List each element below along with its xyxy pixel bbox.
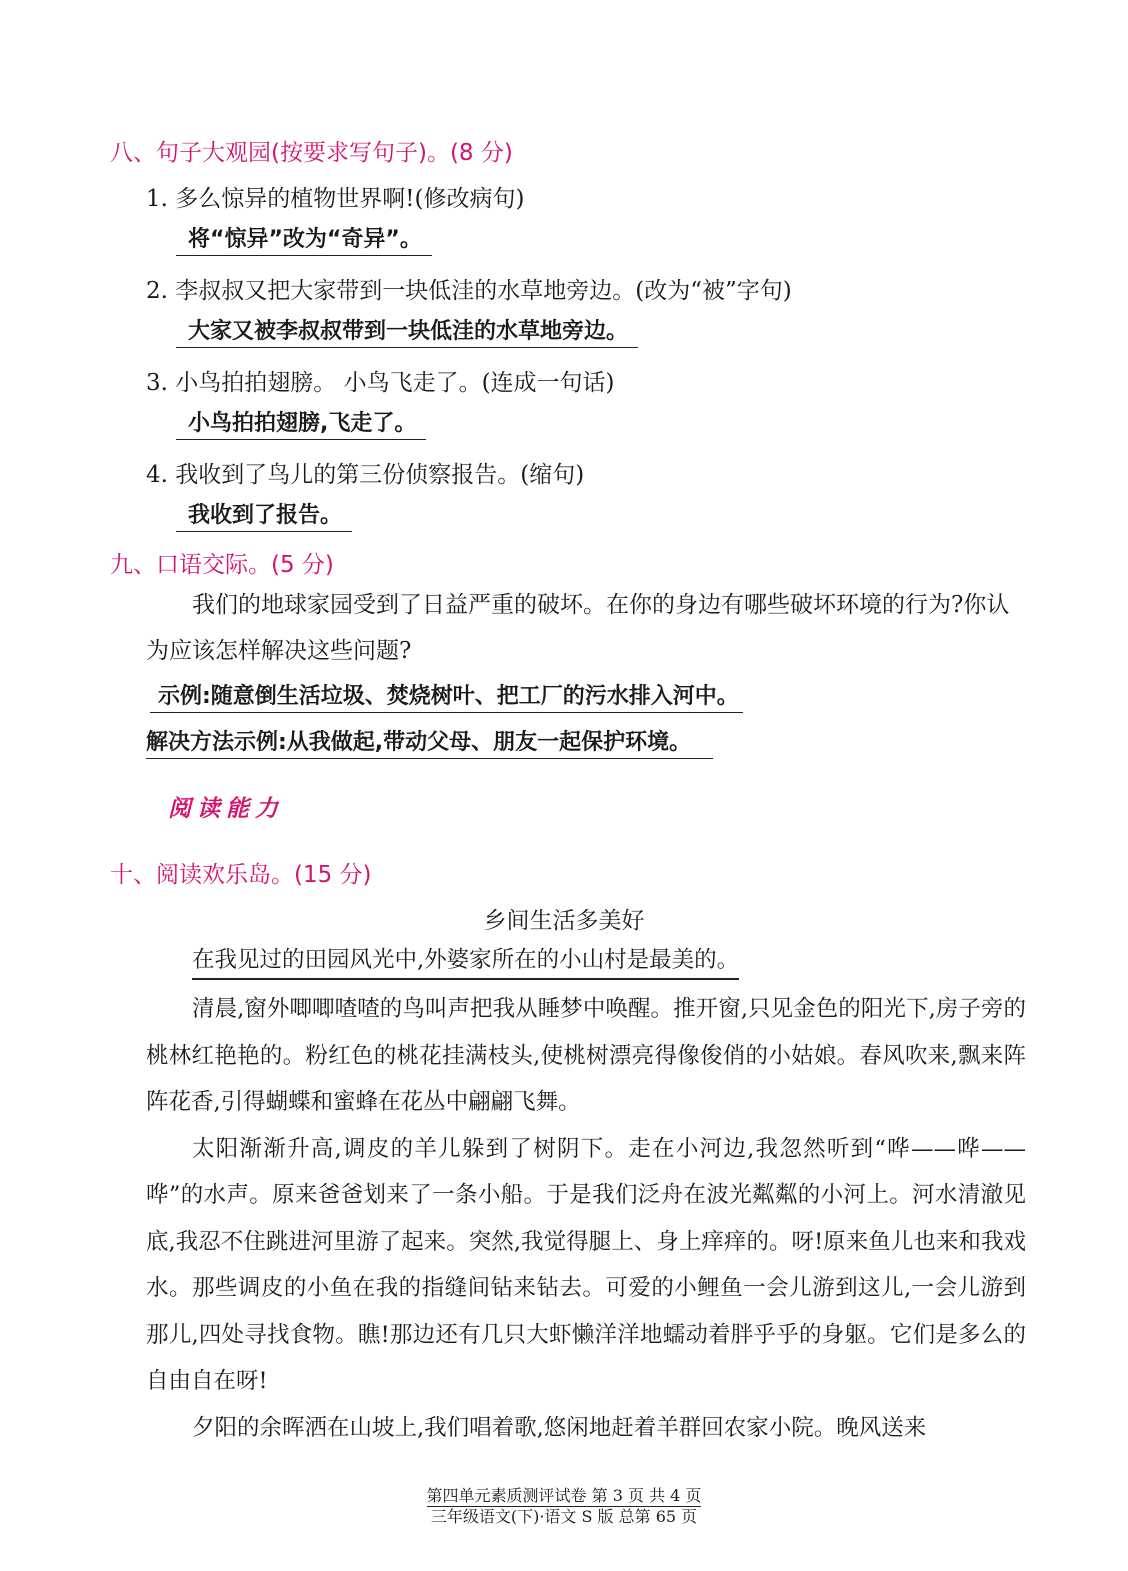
story-body <box>146 986 1026 1451</box>
story-paragraph-3: 夕阳的余晖洒在山坡上,我们唱着歌,悠闲地赶着羊群回农家小院。晚风送来 <box>192 1414 927 1441</box>
section-9-prompt: 我们的地球家园受到了日益严重的破坏。在你的身边有哪些破坏环境的行为?你认为应该怎样解决这些问题? <box>146 592 1010 664</box>
footer-line-2: 三年级语文(下)·语文 S 版 总第 65 页 <box>430 1507 698 1526</box>
reading-ability-heading: 阅读能力 <box>168 795 284 822</box>
section-8-title: 八、句子大观园(按要求写句子)。(8 分) <box>110 140 513 166</box>
section-9-answer-2: 解决方法示例:从我做起,带动父母、朋友一起保护环境。 <box>146 728 713 759</box>
story-title: 乡间生活多美好 <box>483 908 645 934</box>
answer-1: 将“惊异”改为“奇异”。 <box>176 226 432 256</box>
question-4: 4. 我收到了鸟儿的第三份侦察报告。(缩句) <box>146 462 585 488</box>
answer-2: 大家又被李叔叔带到一块低洼的水草地旁边。 <box>176 318 638 348</box>
story-paragraph-1: 清晨,窗外唧唧喳喳的鸟叫声把我从睡梦中唤醒。推开窗,只见金色的阳光下,房子旁的桃林红艳艳的。粉红色的桃花挂满枝头,使桃树漂亮得像俊俏的小姑娘。春风吹来,飘来阵阵花香,引得蝴蝶和蜜蜂在花丛中翩翩飞舞。 <box>146 996 1026 1115</box>
question-3: 3. 小鸟拍拍翅膀。 小鸟飞走了。(连成一句话) <box>146 370 615 396</box>
question-1: 1. 多么惊异的植物世界啊!(修改病句) <box>146 186 525 212</box>
footer-line-1: 第四单元素质测评试卷 第 3 页 共 4 页 <box>426 1486 702 1505</box>
footer <box>0 1486 1128 1527</box>
answer-3: 小鸟拍拍翅膀,飞走了。 <box>176 410 426 440</box>
story-paragraph-2: 太阳渐渐升高,调皮的羊儿躲到了树阴下。走在小河边,我忽然听到“哗——哗——哗”的水声。原来爸爸划来了一条小船。于是我们泛舟在波光粼粼的小河上。河水清澈见底,我忍不住跳进河里游了起来。突然,我觉得腿上、身上痒痒的。呀!原来鱼儿也来和我戏水。那些调皮的小鱼在我的指缝间钻来钻去。可爱的小鲤鱼一会儿游到这儿,一会儿游到那儿,四处寻找食物。瞧!那边还有几只大虾懒洋洋地蠕动着胖乎乎的身躯。它们是多么的自由自在呀! <box>146 1135 1026 1394</box>
section-10-title: 十、阅读欢乐岛。(15 分) <box>110 862 372 888</box>
question-2: 2. 李叔叔又把大家带到一块低洼的水草地旁边。(改为“被”字句) <box>146 278 792 304</box>
story-first-line: 在我见过的田园风光中,外婆家所在的小山村是最美的。 <box>192 944 739 980</box>
section-9-answer-1: 示例:随意倒生活垃圾、焚烧树叶、把工厂的污水排入河中。 <box>150 682 743 713</box>
section-9-title: 九、口语交际。(5 分) <box>110 552 334 578</box>
answer-4: 我收到了报告。 <box>176 502 352 532</box>
